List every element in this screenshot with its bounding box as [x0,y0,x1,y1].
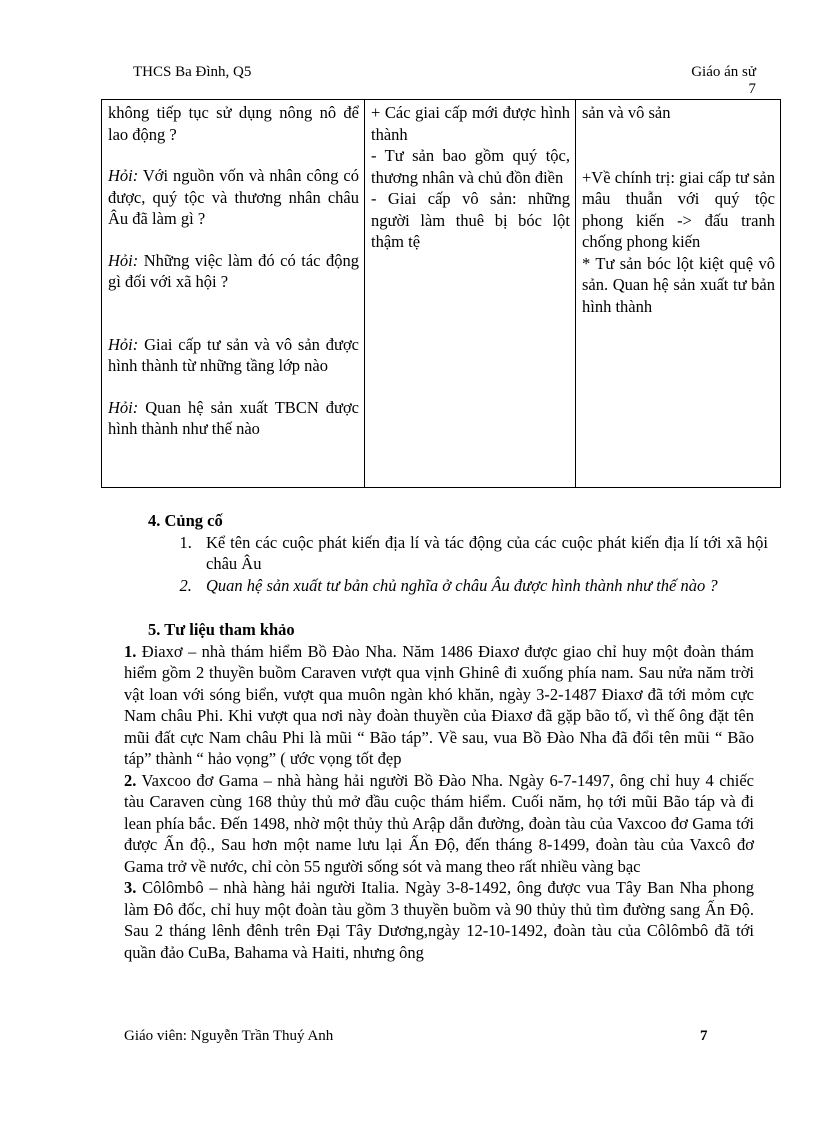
reference-item [124,877,754,963]
consolidation-heading: 4. Củng cố [148,511,223,530]
question-3 [108,334,359,377]
references-heading: 5. Tư liệu tham khảo [148,620,295,639]
content-2: * Tư sản bóc lột kiệt quệ vô sản. Quan hệ sản xuất tư bản hình thành [582,253,775,316]
question-1 [108,165,359,230]
student-activity-cell [365,100,576,488]
lesson-table [101,99,781,488]
header-doc-title-text: Giáo án sử [691,64,756,80]
consolidation-item [196,575,768,597]
header-page-number: 7 [748,81,756,97]
content-1: +Về chính trị: giai cấp tư sản mâu thuẫn với quý tộc phong kiến -> đấu tranh chống phong kiến [582,167,775,251]
activity-1: - Tư sản bao gồm quý tộc, thương nhân và chủ đồn điền [371,146,570,187]
question-4-text: Quan hệ sản xuất TBCN được hình thành như thế nào [108,397,359,438]
question-0: không tiếp tục sử dụng nông nô để lao động ? [108,103,359,144]
teacher-questions-cell [102,100,365,488]
question-1-text: Với nguồn vốn và nhân công có được, quý tộc và thương nhân châu Âu đã làm gì ? [108,166,359,228]
reference-text: Côlômbô – nhà hàng hải người Italia. Ngày 3-8-1492, ông được vua Tây Ban Nha phong làm Đô đốc, chỉ huy một đoàn tàu gồm 3 thuyền buồm và 90 thủy thủ tìm đường sang Ấn Độ. Sau 2 tháng lênh đênh trên Đại Tây Dương,ngày 12-10-1492, đoàn tàu của Côlômbô đã tới quần đảo CuBa, Bahama và Haiti, nhưng ông [124,878,754,962]
activity-0: + Các giai cấp mới được hình thành [371,103,570,144]
reference-number: 2. [124,770,137,790]
question-2-prefix: Hỏi: [108,250,139,270]
header-school: THCS Ba Đình, Q5 [133,64,252,80]
reference-number: 3. [124,878,137,897]
content-0: sản và vô sản [582,103,671,122]
reference-text: Điaxơ – nhà thám hiểm Bồ Đào Nha. Năm 1486 Điaxơ được giao chỉ huy một đoàn thám hiểm gồm 2 thuyền buồm Caraven vượt qua vịnh Ghinê đi xuống phía nam. Sau nửa năm trời vật loan với sóng biển, vượt qua muôn ngàn khó khăn, ngày 3-2-1487 Điaxơ đã tới mỏm cực Nam châu Phi. Khi vượt qua nơi này đoàn thuyền của Điaxơ đã gặp bão tố, vì thế ông đặt tên mũi đất cực Nam châu Phi là mũi “ Bão táp”. Về sau, vua Bồ Đào Nha đã đổi tên mũi “ Bão táp” thành “ hảo vọng” ( ước vọng tốt đẹp [124,641,754,768]
consolidation-item-text: Quan hệ sản xuất tư bản chủ nghĩa ở châu Âu được hình thành như thế nào ? [206,575,718,595]
activity-2: - Giai cấp vô sản: những người làm thuê bị bóc lột thậm tệ [371,189,570,251]
consolidation-section [148,510,768,596]
header-doc-title [676,64,756,98]
question-4 [108,397,359,440]
footer-teacher: Giáo viên: Nguyễn Trần Thuý Anh [124,1028,334,1044]
question-3-prefix: Hỏi: [108,334,139,354]
question-2-text: Những việc làm đó có tác động gì đối với xã hội ? [108,250,359,291]
reference-item [124,770,754,878]
content-cell [576,100,781,488]
table-row [102,100,781,488]
consolidation-item: 1. Kể tên các cuộc phát kiến địa lí và tác động của các cuộc phát kiến địa lí tới xã hội châu Âu [196,532,768,575]
reference-text: Vaxcoo đơ Gama – nhà hàng hải người Bồ Đào Nha. Ngày 6-7-1497, ông chỉ huy 4 chiếc tàu Caraven cùng 168 thủy thủ mở đầu cuộc thám hiểm. Cuối năm, họ tới mũi Bão táp và đi lean phía bắc. Đến 1498, nhờ một thủy thủ Arập dẫn đường, đoàn tàu của Vaxcoo đơ Gama tới được Ấn độ., Sau hơn một name lưu lại Ấn Độ, đến tháng 8-1499, đoàn tàu của Vaxcô đơ Gama trở về nước, chỉ còn 55 người sống sót và mang theo rất nhiều vàng bạc [124,770,754,876]
reference-number: 1. [124,641,137,661]
question-3-text: Giai cấp tư sản và vô sản được hình thành từ những tầng lớp nào [108,334,359,375]
consolidation-list [148,532,768,597]
references-section [124,619,754,963]
question-1-prefix: Hỏi: [108,166,139,185]
footer-page-number: 7 [700,1028,708,1044]
question-2 [108,250,359,293]
question-4-prefix: Hỏi: [108,397,139,417]
reference-item [124,641,754,770]
